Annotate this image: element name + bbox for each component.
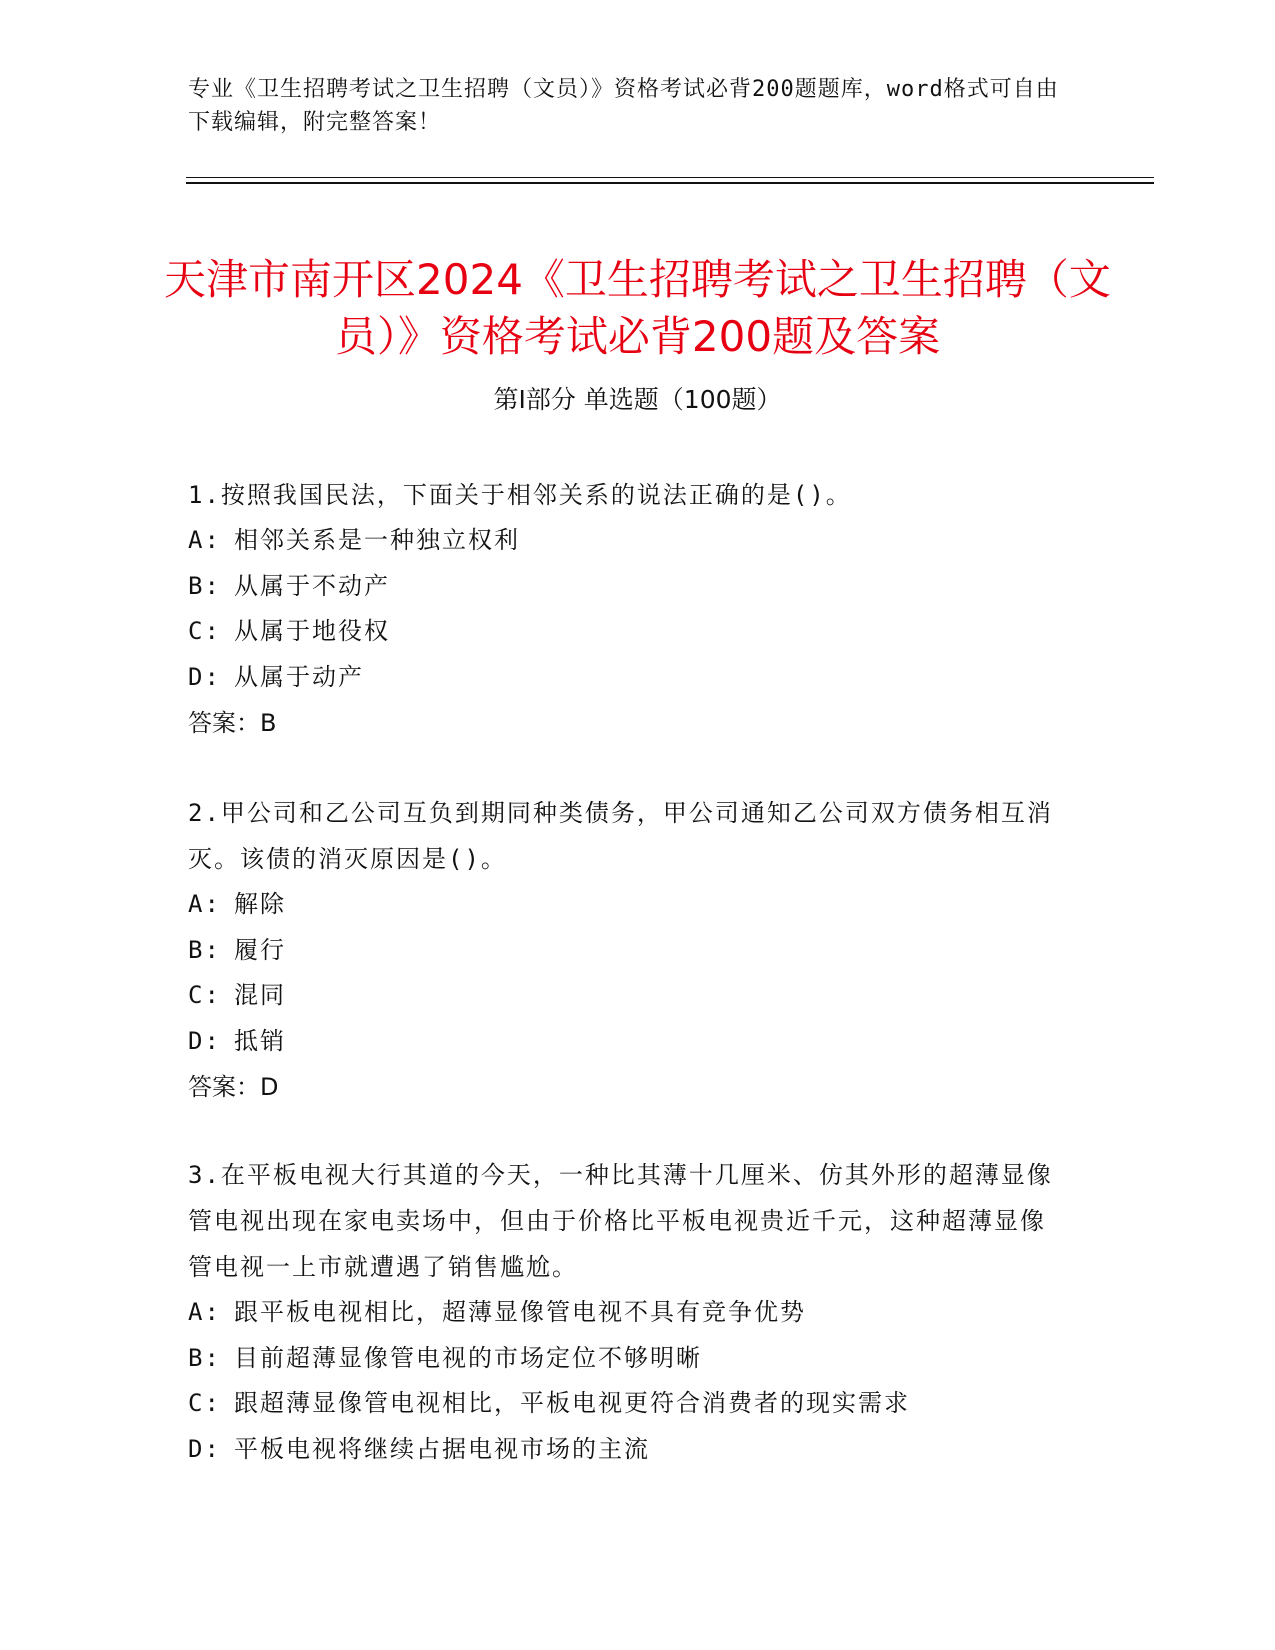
question-3 [188,1152,1068,1472]
option-d [188,1019,1068,1065]
question-stem: 3.在平板电视大行其道的今天，一种比其薄十几厘米、仿其外形的超薄显像管电视出现在家电卖场中，但由于价格比平板电视贵近千元，这种超薄显像管电视一上市就遭遇了销售尴尬。 [188,1161,1053,1281]
header-divider-thin [186,177,1154,178]
option-key: D: [188,662,221,691]
option-text: 从属于地役权 [234,617,390,645]
option-text: 相邻关系是一种独立权利 [234,526,520,554]
question-stem: 2.甲公司和乙公司互负到期同种类债务，甲公司通知乙公司双方债务相互消灭。该债的消灭原因是()。 [188,799,1053,873]
option-key: D: [188,1026,221,1055]
option-key: A: [188,526,221,554]
document-title: 天津市南开区2024《卫生招聘考试之卫生招聘（文员）》资格考试必背200题及答案 [164,255,1111,362]
option-text: 从属于动产 [234,662,364,691]
header-note: 专业《卫生招聘考试之卫生招聘（文员）》资格考试必背200题题库，word格式可自由下载编辑，附完整答案！ [188,77,1059,135]
option-c [188,609,1068,655]
option-c [188,973,1068,1019]
option-text: 跟平板电视相比，超薄显像管电视不具有竞争优势 [234,1298,806,1326]
question-1 [188,472,1068,746]
option-text: 履行 [234,935,286,964]
option-key: B: [188,1343,221,1372]
header-divider-thick [186,182,1154,184]
question-2 [188,790,1068,1110]
option-d [188,1427,1068,1473]
option-key: C: [188,617,221,645]
option-text: 解除 [234,890,286,918]
option-a [188,882,1068,928]
option-text: 抵销 [234,1026,286,1055]
answer: 答案：D [188,1073,279,1101]
option-key: B: [188,935,221,964]
option-text: 跟超薄显像管电视相比，平板电视更符合消费者的现实需求 [234,1389,910,1417]
option-key: A: [188,1298,221,1326]
option-text: 从属于不动产 [234,571,390,600]
option-key: B: [188,571,221,600]
option-text: 混同 [234,981,286,1009]
option-b [188,1336,1068,1382]
option-b [188,564,1068,610]
option-c [188,1381,1068,1427]
option-b [188,928,1068,974]
option-d [188,655,1068,701]
option-key: C: [188,1389,221,1417]
option-a [188,518,1068,564]
answer: 答案：B [188,709,277,737]
option-text: 目前超薄显像管电视的市场定位不够明晰 [234,1343,702,1372]
question-stem: 1.按照我国民法，下面关于相邻关系的说法正确的是()。 [188,481,852,509]
option-key: A: [188,890,221,918]
section-title: 第Ⅰ部分 单选题（100题） [493,385,782,414]
option-a [188,1290,1068,1336]
option-text: 平板电视将继续占据电视市场的主流 [234,1434,650,1463]
option-key: D: [188,1434,221,1463]
option-key: C: [188,981,221,1009]
